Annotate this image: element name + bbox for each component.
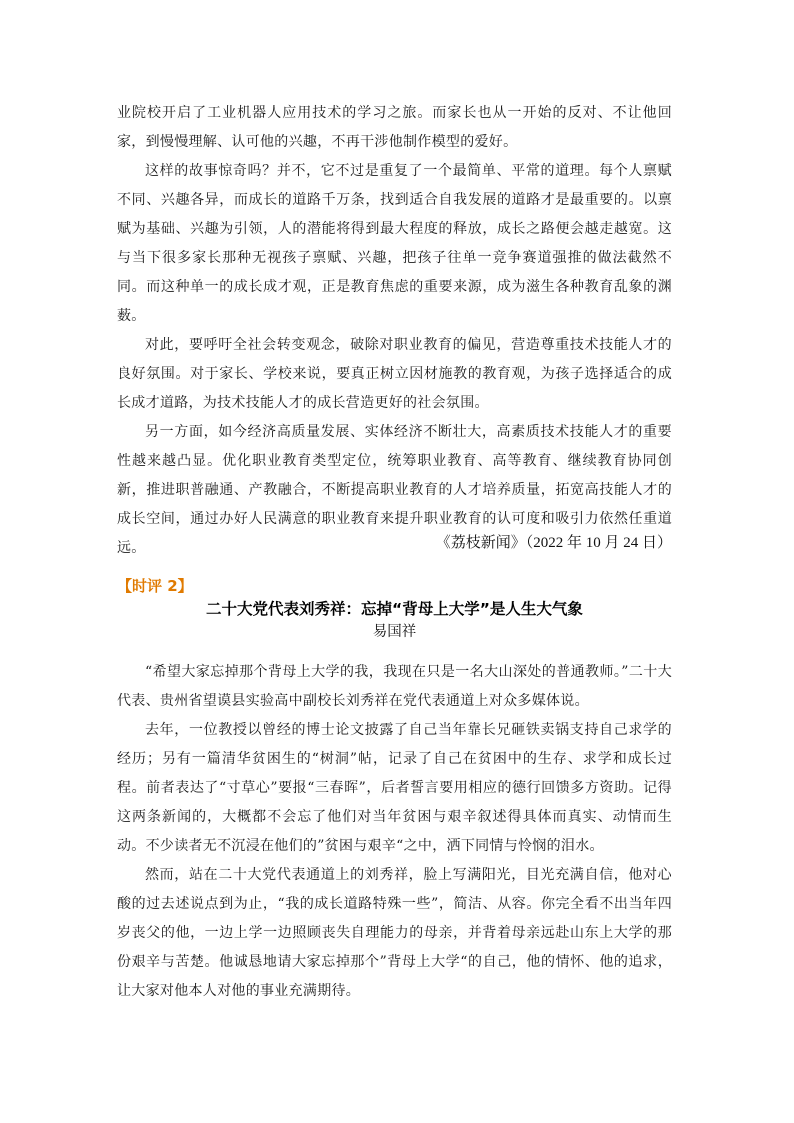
article-1-source: 《荔枝新闻》（2022 年 10 月 24 日） <box>435 535 672 551</box>
article-1-body <box>117 99 672 563</box>
article-2-author: 易国祥 <box>372 624 417 640</box>
article-1-paragraph-3: 对此，要呼吁全社会转变观念，破除对职业教育的偏见，营造尊重技术技能人才的良好氛围。对于家长、学校来说，要真正树立因材施教的教育观，为孩子选择适合的成长成才道路，为技术技能人才的成长营造更好的社会氛围。 <box>117 337 672 411</box>
article-2-paragraph-1: “希望大家忘掉那个背母上大学的我，我现在只是一名大山深处的普通教师。”二十大代表、贵州省望谟县实验高中副校长刘秀祥在党代表通道上对众多媒体说。 <box>117 664 672 709</box>
article-1-paragraph-2: 这样的故事惊奇吗？并不，它不过是重复了一个最简单、平常的道理。每个人禀赋不同、兴趣各异，而成长的道路千万条，找到适合自我发展的道路才是最重要的。以禀赋为基础、兴趣为引领，人的潜能将得到最大程度的释放，成长之路便会越走越宽。这与当下很多家长那种无视孩子禀赋、兴趣，把孩子往单一竞争赛道强推的做法截然不同。而这种单一的成长成才观，正是教育焦虑的重要来源，成为滋生各种教育乱象的渊薮。 <box>117 163 672 324</box>
article-2-body <box>117 658 672 1006</box>
article-1-paragraph-1: 业院校开启了工业机器人应用技术的学习之旅。而家长也从一开始的反对、不让他回家，到慢慢理解、认可他的兴趣，不再干涉他制作模型的爱好。 <box>117 105 672 150</box>
article-1-paragraph-4: 另一方面，如今经济高质量发展、实体经济不断壮大，高素质技术技能人才的重要性越来越凸显。优化职业教育类型定位，统筹职业教育、高等教育、继续教育协同创新，推进职普融通、产教融合，不断提高职业教育的人才培养质量，拓宽高技能人才的成长空间，通过办好人民满意的职业教育来提升职业教育的认可度和吸引力依然任重道远。 <box>117 424 672 556</box>
article-2-paragraph-3: 然而，站在二十大党代表通道上的刘秀祥，脸上写满阳光，目光充满自信，他对心酸的过去述说点到为止，“我的成长道路特殊一些”，简洁、从容。你完全看不出当年四岁丧父的他，一边上学一边照顾丧失自理能力的母亲，并背着母亲远赴山东上大学的那份艰辛与苦楚。他诚恳地请大家忘掉那个”背母上大学“的自己，他的情怀、他的追求，让大家对他本人对他的事业充满期待。 <box>117 867 672 999</box>
article-2-headline: 二十大党代表刘秀祥：忘掉“背母上大学”是人生大气象 <box>206 600 583 618</box>
article-2-paragraph-2: 去年，一位教授以曾经的博士论文披露了自己当年靠长兄砸铁卖锅支持自己求学的经历；另有一篇清华贫困生的“树洞”帖，记录了自己在贫困中的生存、求学和成长过程。前者表达了“寸草心”要报“三春晖”，后者誓言要用相应的德行回馈多方资助。记得这两条新闻的，大概都不会忘了他们对当年贫困与艰辛叙述得具体而真实、动情而生动。不少读者无不沉浸在他们的”贫困与艰辛“之中，洒下同情与怜悯的泪水。 <box>117 722 672 854</box>
section-tag: 【时评 2】 <box>117 577 193 595</box>
